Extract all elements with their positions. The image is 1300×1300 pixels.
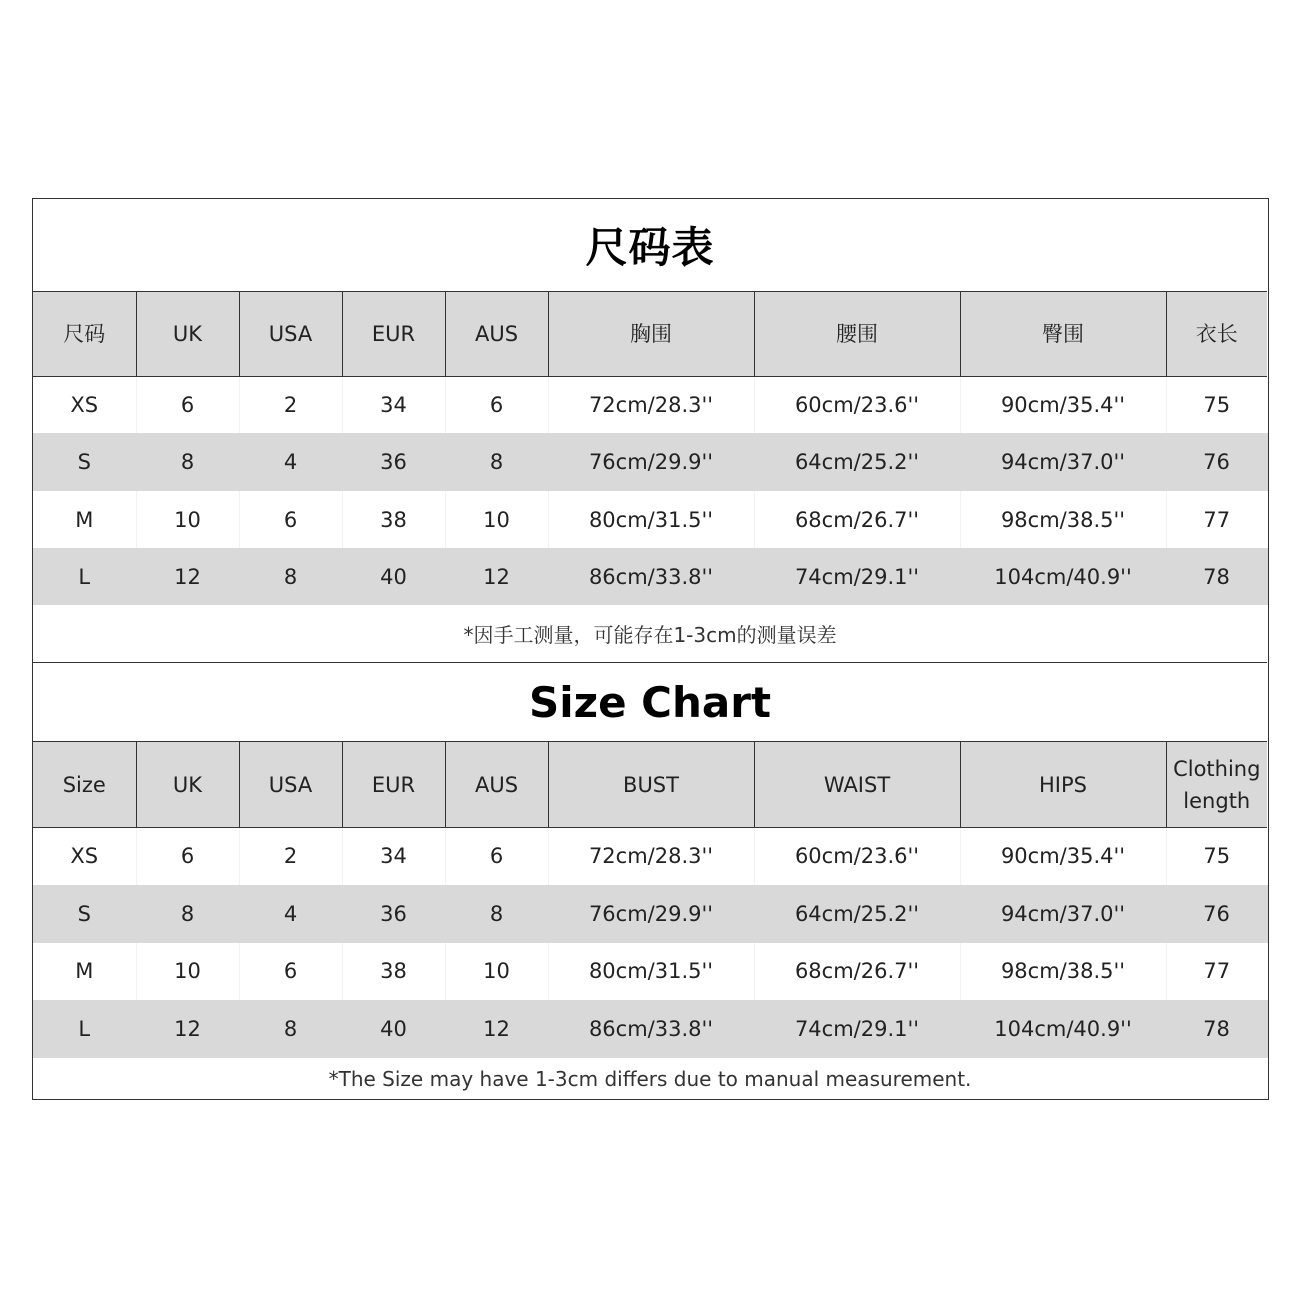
table-cell: 6 bbox=[445, 376, 548, 433]
cn-size-table bbox=[33, 199, 1268, 662]
table-cell: 8 bbox=[136, 433, 239, 491]
table-cell: 6 bbox=[445, 828, 548, 885]
en-header-uk: UK bbox=[136, 742, 239, 828]
table-row bbox=[33, 885, 1267, 943]
cn-measurement-note: *因手工测量，可能存在1-3cm的测量误差 bbox=[463, 623, 837, 647]
table-cell: 40 bbox=[342, 548, 445, 605]
en-header-hips: HIPS bbox=[960, 742, 1166, 828]
table-cell: 74cm/29.1'' bbox=[754, 1000, 960, 1058]
table-cell: 98cm/38.5'' bbox=[960, 491, 1166, 548]
table-cell: 64cm/25.2'' bbox=[754, 885, 960, 943]
table-row bbox=[33, 433, 1267, 491]
table-cell: 6 bbox=[136, 828, 239, 885]
table-cell: 104cm/40.9'' bbox=[960, 1000, 1166, 1058]
table-cell: S bbox=[33, 433, 136, 491]
table-cell: 6 bbox=[239, 943, 342, 1000]
cn-header-aus: AUS bbox=[445, 291, 548, 376]
en-header-size: Size bbox=[33, 742, 136, 828]
cn-header-waist: 腰围 bbox=[754, 291, 960, 376]
table-cell: 75 bbox=[1203, 844, 1231, 869]
table-cell: 8 bbox=[136, 885, 239, 943]
en-header-row bbox=[33, 742, 1267, 828]
table-cell: 94cm/37.0'' bbox=[960, 433, 1166, 491]
table-cell: 104cm/40.9'' bbox=[960, 548, 1166, 605]
table-cell: 10 bbox=[445, 491, 548, 548]
table-cell: 60cm/23.6'' bbox=[754, 828, 960, 885]
cn-header-length: 衣长 bbox=[1166, 291, 1267, 376]
table-cell: L bbox=[33, 548, 136, 605]
table-cell: S bbox=[33, 885, 136, 943]
table-cell: 40 bbox=[342, 1000, 445, 1058]
table-cell: 68cm/26.7'' bbox=[754, 491, 960, 548]
table-cell: 10 bbox=[136, 943, 239, 1000]
cn-header-usa: USA bbox=[239, 291, 342, 376]
table-cell: 76 bbox=[1166, 433, 1267, 491]
table-cell: 90cm/35.4'' bbox=[960, 376, 1166, 433]
table-cell: 86cm/33.8'' bbox=[548, 548, 754, 605]
table-cell: 80cm/31.5'' bbox=[548, 943, 754, 1000]
en-header-length: Clothing length bbox=[1166, 742, 1267, 828]
table-cell: 98cm/38.5'' bbox=[960, 943, 1166, 1000]
cn-header-bust: 胸围 bbox=[548, 291, 754, 376]
table-cell: M bbox=[33, 491, 136, 548]
table-cell: 68cm/26.7'' bbox=[754, 943, 960, 1000]
table-cell: 8 bbox=[239, 548, 342, 605]
table-cell: 36 bbox=[342, 433, 445, 491]
table-cell: 76cm/29.9'' bbox=[548, 885, 754, 943]
table-cell: 90cm/35.4'' bbox=[960, 828, 1166, 885]
table-cell: 2 bbox=[239, 828, 342, 885]
en-header-aus: AUS bbox=[445, 742, 548, 828]
table-cell: 77 bbox=[1203, 507, 1231, 532]
table-cell: 60cm/23.6'' bbox=[754, 376, 960, 433]
table-cell: 4 bbox=[239, 885, 342, 943]
table-cell: 8 bbox=[445, 885, 548, 943]
table-cell: 80cm/31.5'' bbox=[548, 491, 754, 548]
table-cell: 34 bbox=[342, 828, 445, 885]
table-row bbox=[33, 1000, 1267, 1058]
en-table-title: Size Chart bbox=[33, 663, 1267, 742]
en-header-bust: BUST bbox=[548, 742, 754, 828]
en-measurement-note: *The Size may have 1-3cm differs due to manual measurement. bbox=[328, 1066, 972, 1091]
table-cell: 64cm/25.2'' bbox=[754, 433, 960, 491]
table-cell: XS bbox=[33, 376, 136, 433]
table-row bbox=[33, 943, 1267, 1000]
table-cell: 36 bbox=[342, 885, 445, 943]
cn-header-hips: 臀围 bbox=[960, 291, 1166, 376]
table-cell: 76 bbox=[1166, 885, 1267, 943]
table-cell: 76cm/29.9'' bbox=[548, 433, 754, 491]
table-cell: 74cm/29.1'' bbox=[754, 548, 960, 605]
table-cell: 8 bbox=[445, 433, 548, 491]
table-cell: 12 bbox=[136, 548, 239, 605]
table-cell: XS bbox=[33, 828, 136, 885]
cn-header-eur: EUR bbox=[342, 291, 445, 376]
table-cell: 6 bbox=[239, 491, 342, 548]
table-cell: 72cm/28.3'' bbox=[548, 828, 754, 885]
en-header-waist: WAIST bbox=[754, 742, 960, 828]
en-header-eur: EUR bbox=[342, 742, 445, 828]
table-cell: 12 bbox=[445, 548, 548, 605]
table-row bbox=[33, 491, 1267, 548]
table-cell: 2 bbox=[239, 376, 342, 433]
table-cell: L bbox=[33, 1000, 136, 1058]
en-size-table bbox=[33, 662, 1268, 1100]
table-cell: 72cm/28.3'' bbox=[548, 376, 754, 433]
table-row bbox=[33, 548, 1267, 605]
table-cell: 4 bbox=[239, 433, 342, 491]
cn-table-title: 尺码表 bbox=[33, 199, 1267, 291]
table-row bbox=[33, 828, 1267, 885]
table-cell: 78 bbox=[1166, 548, 1267, 605]
table-cell: 12 bbox=[136, 1000, 239, 1058]
cn-header-uk: UK bbox=[136, 291, 239, 376]
table-cell: 12 bbox=[445, 1000, 548, 1058]
table-cell: M bbox=[33, 943, 136, 1000]
table-cell: 10 bbox=[445, 943, 548, 1000]
table-cell: 86cm/33.8'' bbox=[548, 1000, 754, 1058]
table-cell: 6 bbox=[136, 376, 239, 433]
table-cell: 8 bbox=[239, 1000, 342, 1058]
table-cell: 10 bbox=[136, 491, 239, 548]
cn-header-size: 尺码 bbox=[33, 291, 136, 376]
table-cell: 94cm/37.0'' bbox=[960, 885, 1166, 943]
table-cell: 34 bbox=[342, 376, 445, 433]
table-cell: 78 bbox=[1166, 1000, 1267, 1058]
en-header-usa: USA bbox=[239, 742, 342, 828]
table-row bbox=[33, 376, 1267, 433]
table-cell: 38 bbox=[342, 491, 445, 548]
table-cell: 38 bbox=[342, 943, 445, 1000]
table-cell: 75 bbox=[1203, 392, 1231, 417]
cn-header-row bbox=[33, 291, 1267, 376]
table-cell: 77 bbox=[1203, 959, 1231, 983]
size-chart-sheet bbox=[32, 198, 1269, 1100]
